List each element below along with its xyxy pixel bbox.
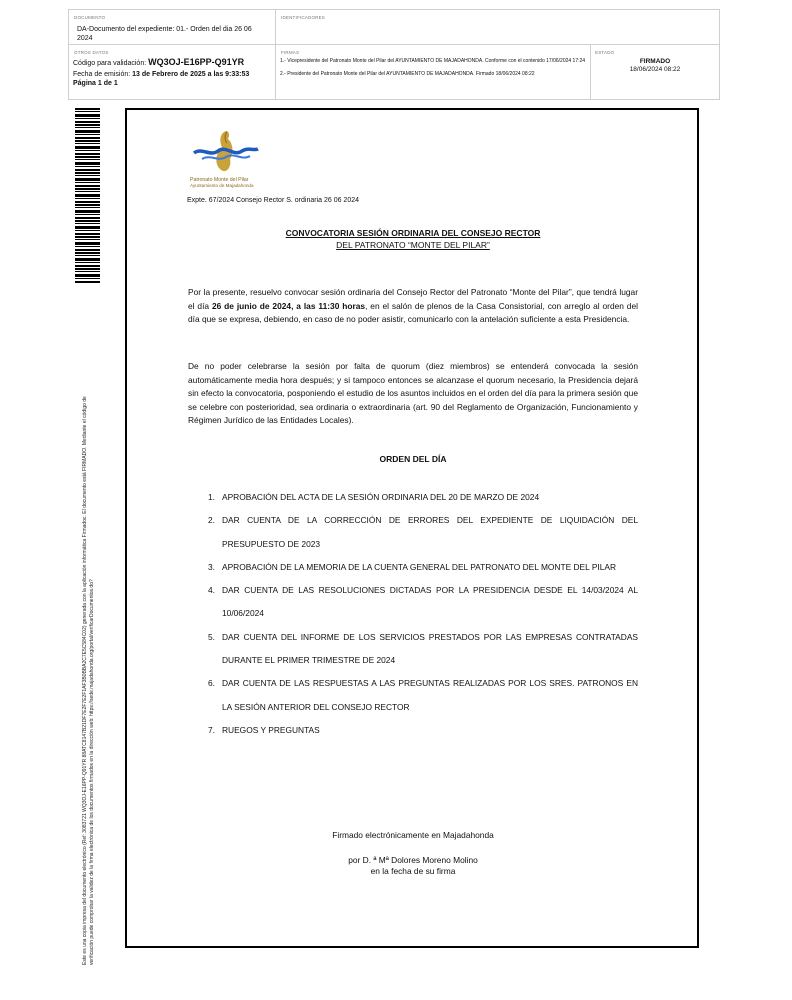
orden-del-dia-list bbox=[188, 486, 638, 742]
list-item bbox=[188, 509, 638, 556]
item-text: DAR CUENTA DE LA CORRECCIÓN DE ERRORES DEL EXPEDIENTE DE LIQUIDACIÓN DEL PRESUPUESTO DE 2023 bbox=[222, 515, 638, 549]
item-text: APROBACIÓN DE LA MEMORIA DE LA CUENTA GENERAL DEL PATRONATO DEL MONTE DEL PILAR bbox=[222, 561, 617, 572]
fecha-label: Fecha de emisión: bbox=[73, 71, 131, 78]
otros-datos-label: OTROS DATOS bbox=[74, 50, 109, 55]
signatory-date-note: en la fecha de su firma bbox=[370, 866, 456, 876]
item-text: RUEGOS Y PREGUNTAS bbox=[222, 724, 320, 735]
convocatoria-paragraph bbox=[188, 286, 638, 327]
firmas-label: FIRMAS bbox=[281, 50, 300, 55]
side-text-line-2: verificación puede comprobar la validez de la firma electrónica de los documentos firmados en la dirección web: https://sede.majadahonda.org/portal/verificarDocumentos.do? bbox=[88, 579, 95, 965]
side-text-line-1: Este es una copia impresa del documento electrónico (Ref: 3083721 WQ3OJ-E16PP-Q91YR 88ATC8147B21DF7E2F7E2F1AF3B0BBA2C7E5C584C02) generada con la aplicación informática Firmadoc. El documento está FIRMADO. Mediante el código de bbox=[82, 396, 88, 965]
codigo-validacion bbox=[73, 58, 244, 68]
p1-date-bold: 26 de junio de 2024, a las 11:30 horas bbox=[211, 300, 366, 311]
firma-2: 2.- Presidente del Patronato Monte del Pilar del AYUNTAMIENTO DE MAJADAHONDA. Firmado 18/06/2024 08:22 bbox=[280, 71, 535, 77]
item-number: 2. bbox=[208, 515, 215, 526]
estado-date: 18/06/2024 08:22 bbox=[629, 66, 681, 73]
firmado-line: Firmado electrónicamente en Majadahonda bbox=[332, 830, 494, 840]
list-item bbox=[188, 556, 638, 579]
estado-value: FIRMADO bbox=[639, 58, 671, 65]
item-number: 4. bbox=[208, 585, 215, 596]
list-item bbox=[188, 719, 638, 742]
expediente-reference: Expte. 67/2024 Consejo Rector S. ordinaria 26 06 2024 bbox=[187, 197, 360, 204]
firmas-cell bbox=[276, 45, 591, 100]
firma-1: 1.- Vicepresidente del Patronato Monte del Pilar del AYUNTAMIENTO DE MAJADAHONDA. Conforme con el contenido 17/06/2024 17:24 bbox=[280, 58, 586, 64]
fecha-emision bbox=[73, 70, 249, 79]
list-item bbox=[188, 626, 638, 673]
list-item bbox=[188, 579, 638, 626]
item-text: APROBACIÓN DEL ACTA DE LA SESIÓN ORDINARIA DEL 20 DE MARZO DE 2024 bbox=[222, 492, 540, 502]
document-metadata-table bbox=[68, 9, 720, 100]
item-number: 3. bbox=[208, 561, 215, 572]
otros-datos-cell bbox=[69, 45, 276, 100]
signatory-block bbox=[125, 855, 701, 877]
p1-text-a: Por la presente, resuelvo convocar sesión ordinaria del Consejo Rector del Patronato “Monte del Pilar”, que tendrá lugar el día bbox=[188, 287, 638, 311]
identificadores-label: IDENTIFICADORES bbox=[281, 15, 326, 20]
documento-label: DOCUMENTO bbox=[74, 15, 106, 20]
item-number: 1. bbox=[208, 492, 215, 502]
patronato-logo bbox=[186, 123, 266, 193]
logo-text-2: Ayuntamiento de Majadahonda bbox=[190, 183, 254, 188]
document-title: CONVOCATORIA SESIÓN ORDINARIA DEL CONSEJO RECTOR bbox=[285, 228, 541, 238]
quorum-paragraph: De no poder celebrarse la sesión por falta de quorum (diez miembros) se entenderá convocada la sesión automáticamente media hora después; y si tampoco entonces se alcanzase el quorum necesario, la Presidencia dejará sin efecto la convocatoria, posponiendo el estudio de los asuntos incluidos en el orden del día para la primera sesión que se celebre con posterioridad, sea ordinaria o extraordinaria (art. 90 del Reglamento de Organización, Funcionamiento y Régimen Jurídico de las Entidades Locales). bbox=[188, 361, 638, 426]
documento-cell bbox=[69, 10, 276, 45]
estado-label: ESTADO bbox=[595, 50, 615, 55]
documento-value: DA-Documento del expediente: 01.- Orden del dia 26 06 2024 bbox=[77, 26, 252, 42]
barcode bbox=[75, 108, 100, 283]
signatory-name: por D. ª Mª Dolores Moreno Molino bbox=[348, 855, 478, 865]
item-number: 7. bbox=[208, 724, 215, 735]
identificadores-cell bbox=[276, 10, 719, 45]
item-number: 5. bbox=[208, 631, 215, 642]
logo-text-1: Patronato Monte del Pilar bbox=[190, 177, 249, 183]
item-text: DAR CUENTA DE LAS RESOLUCIONES DICTADAS POR LA PRESIDENCIA DESDE EL 14/03/2024 AL 10/06/2024 bbox=[222, 585, 638, 619]
list-item bbox=[188, 672, 638, 719]
codigo-value: WQ3OJ-E16PP-Q91YR bbox=[148, 57, 245, 67]
orden-del-dia-title: ORDEN DEL DÍA bbox=[379, 454, 447, 464]
verification-side-text bbox=[82, 295, 95, 965]
estado-cell bbox=[591, 45, 719, 100]
pagina: Página 1 de 1 bbox=[73, 80, 118, 87]
p1-text-c: , en el salón de plenos de la Casa Consistorial, con arreglo al orden del día que se expresa, debiendo, en caso de no poder asistir, comunicarlo con la antelación suficiente a esta Presidencia. bbox=[188, 300, 638, 325]
fecha-value: 13 de Febrero de 2025 a las 9:33:53 bbox=[132, 71, 250, 78]
document-subtitle: DEL PATRONATO “MONTE DEL PILAR” bbox=[336, 240, 490, 250]
item-text: DAR CUENTA DE LAS RESPUESTAS A LAS PREGUNTAS REALIZADAS POR LOS SRES. PATRONOS EN LA SESIÓN ANTERIOR DEL CONSEJO RECTOR bbox=[222, 678, 638, 712]
list-item bbox=[188, 486, 638, 509]
codigo-label: Código para validación: bbox=[73, 60, 147, 67]
item-number: 6. bbox=[208, 678, 215, 689]
item-text: DAR CUENTA DEL INFORME DE LOS SERVICIOS PRESTADOS POR LAS EMPRESAS CONTRATADAS DURANTE EL PRIMER TRIMESTRE DE 2024 bbox=[222, 631, 638, 666]
